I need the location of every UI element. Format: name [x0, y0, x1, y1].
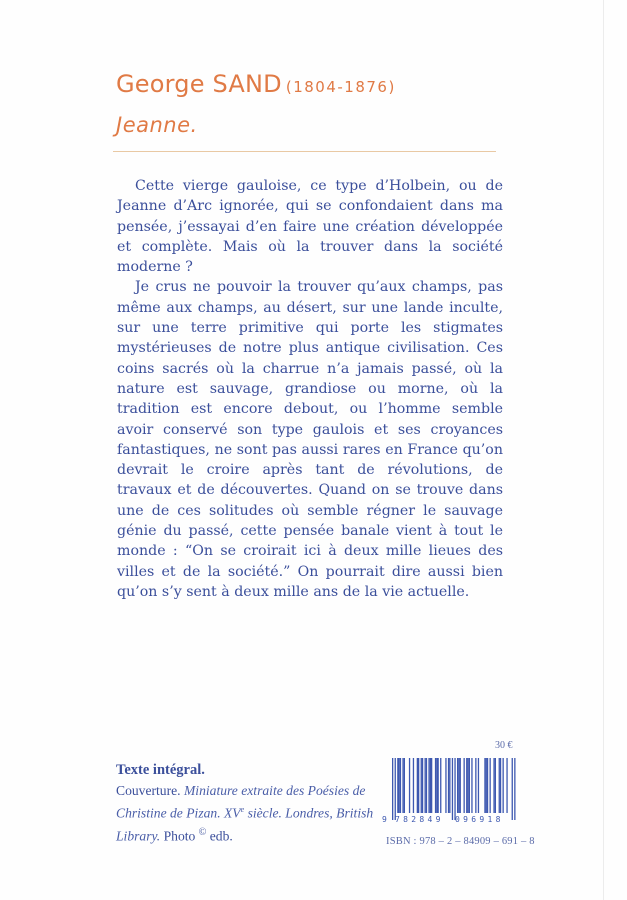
photo-label: Photo [163, 828, 196, 844]
barcode-bar [400, 758, 401, 813]
edition-label: Texte intégral. [116, 762, 205, 778]
barcode-bar [466, 758, 467, 813]
barcode-bar [399, 758, 400, 813]
barcode-bar [499, 758, 500, 813]
barcode-bar [452, 758, 453, 820]
barcode-bar [426, 758, 427, 813]
barcode-bar [460, 758, 461, 813]
page-edge-line [603, 0, 604, 900]
barcode-bar [490, 758, 491, 813]
barcode-bar [506, 758, 507, 813]
excerpt-paragraph: Cette vierge gauloise, ce type d’Holbein, ou de Jeanne d’Arc ignorée, qui se confondaient dans ma pensée, j’essayai d’en faire une création développée et complète. Mais où la trouver dans la société moderne ? [117, 178, 503, 276]
barcode-bar [467, 758, 468, 813]
barcode-bar [430, 758, 431, 813]
barcode-bar [484, 758, 485, 813]
cover-credit [116, 781, 386, 847]
barcode-bar [404, 758, 405, 813]
barcode-bar [435, 758, 436, 813]
barcode-bar [471, 758, 472, 813]
cover-description: Miniature extraite des Poésies de Christine de Pizan. XV [116, 782, 366, 821]
barcode-bar [421, 758, 422, 813]
barcode-bar [425, 758, 426, 813]
barcode-bars [392, 758, 516, 820]
cover-description-cont: siècle. Londres, British Library. [116, 805, 374, 844]
barcode-bar [493, 758, 494, 813]
barcode-bar [431, 758, 432, 813]
excerpt [117, 176, 503, 602]
barcode-bar [418, 758, 419, 813]
barcode-bar [454, 758, 455, 820]
barcode-digits-left: 782849 [395, 815, 444, 824]
barcode-bar [475, 758, 476, 813]
credits [116, 761, 386, 846]
cover-label: Couverture. [116, 782, 181, 798]
photo-credit: edb. [209, 828, 233, 844]
barcode [381, 758, 519, 824]
barcode-bar [478, 758, 479, 813]
barcode-bar [449, 758, 450, 813]
isbn: ISBN : 978 – 2 – 84909 – 691 – 8 [386, 836, 535, 847]
barcode-bar [445, 758, 446, 813]
barcode-bar [402, 758, 403, 813]
barcode-bar [487, 758, 488, 813]
header-divider [113, 151, 496, 152]
barcode-digits-right: 096918 [455, 815, 504, 824]
barcode-bar [438, 758, 439, 813]
barcode-bar [395, 758, 396, 820]
copyright-symbol: © [198, 827, 207, 839]
author-name: George SAND [116, 70, 282, 98]
barcode-bar [464, 758, 465, 813]
barcode-bar [514, 758, 515, 820]
barcode-bar [440, 758, 441, 813]
barcode-bar [448, 758, 449, 813]
excerpt-paragraph: Je crus ne pouvoir la trouver qu’aux champs, pas même aux champs, au désert, sur une lande inculte, sur une terre primitive qui porte les stigmates mystérieuses de notre plus antique civilisation. Ces coins sacrés où la charrue n’a jamais passé, où la nature est sauvage, grandiose ou morne, où la tradition est encore debout, ou l’homme semble avoir conservé son type gaulois et ses croyances fantastiques, ne sont pas aussi rares en France qu’on devrait le croire après tant de révolutions, de travaux et de découvertes. Quand on se trouve dans une de ces solitudes où semble régner le sauvage génie du passé, cette pensée banale vient à tout le monde : “On se croirait ici à deux mille lieues des villes et de la société.” On pourrait dire aussi bien qu’on s’y sent à deux mille ans de la vie actuelle. [117, 279, 503, 600]
barcode-bar [457, 758, 458, 813]
header [116, 70, 496, 138]
barcode-bar [397, 758, 398, 813]
barcode-bar [512, 758, 513, 820]
barcode-bar [436, 758, 437, 813]
barcode-bar [428, 758, 429, 813]
barcode-bar [417, 758, 418, 813]
barcode-bar [413, 758, 414, 813]
barcode-bar [458, 758, 459, 813]
barcode-bar [495, 758, 496, 813]
book-title: Jeanne. [116, 113, 198, 137]
barcode-bar [469, 758, 470, 813]
author-line [116, 70, 496, 101]
barcode-bar [422, 758, 423, 813]
century-superscript: e [240, 805, 245, 814]
price: 30 € [495, 740, 513, 751]
barcode-digit-first: 9 [382, 815, 387, 824]
barcode-bar [392, 758, 393, 820]
barcode-bar [503, 758, 504, 813]
barcode-bar [486, 758, 487, 813]
barcode-bar [409, 758, 410, 813]
barcode-bar [500, 758, 501, 813]
author-dates: (1804-1876) [285, 78, 396, 96]
